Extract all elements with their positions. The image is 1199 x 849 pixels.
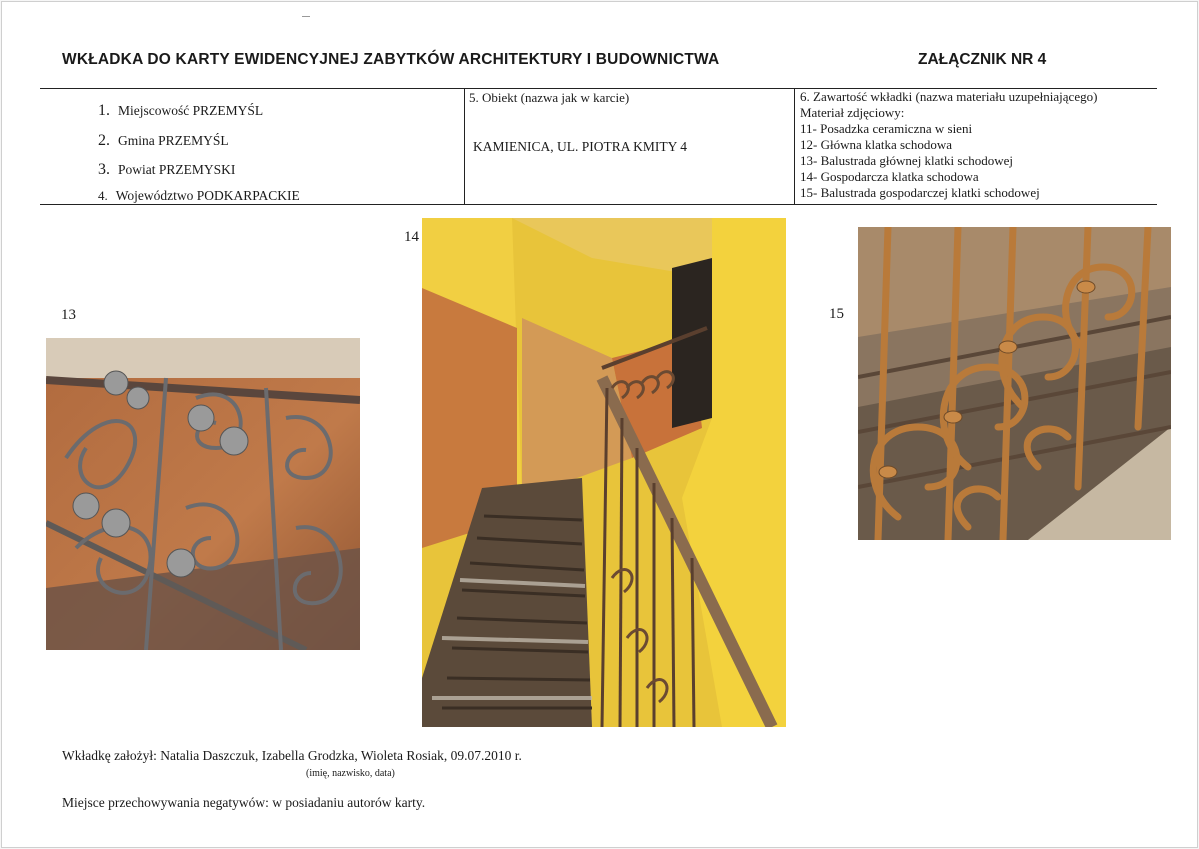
ornamental-railing-photo-icon	[46, 338, 360, 650]
scroll-railing-photo-icon	[858, 227, 1171, 540]
contents-item: 14- Gospodarcza klatka schodowa	[800, 169, 979, 184]
contents-item: 15- Balustrada gospodarczej klatki schodowej	[800, 185, 1040, 200]
contents-label: 6. Zawartość wkładki (nazwa materiału uzupełniającego)	[800, 89, 1098, 104]
photo-15-scroll-railing	[858, 227, 1171, 540]
table-bottom-rule	[40, 204, 1157, 205]
location-number: 1.	[98, 102, 110, 119]
object-value: KAMIENICA, UL. PIOTRA KMITY 4	[473, 139, 687, 154]
document-title: WKŁADKA DO KARTY EWIDENCYJNEJ ZABYTKÓW ARCHITEKTURY I BUDOWNICTWA	[62, 51, 720, 68]
location-text: Gmina PRZEMYŚL	[118, 133, 229, 148]
location-county	[98, 161, 235, 179]
location-commune	[98, 132, 229, 150]
negatives-storage-line: Miejsce przechowywania negatywów: w posiadaniu autorów karty.	[62, 795, 426, 810]
object-label: 5. Obiekt (nazwa jak w karcie)	[469, 90, 630, 105]
contents-block	[800, 89, 1097, 201]
location-text: Powiat PRZEMYSKI	[118, 162, 236, 177]
document-sheet	[1, 1, 1198, 848]
contents-sublabel: Materiał zdjęciowy:	[800, 105, 905, 120]
location-text: Miejscowość PRZEMYŚL	[118, 103, 264, 118]
author-subcaption: (imię, nazwisko, data)	[306, 768, 395, 779]
photo-number-13: 13	[61, 307, 76, 323]
location-number: 4.	[98, 188, 108, 203]
photo-number-14: 14	[404, 229, 419, 245]
scan-speck	[302, 16, 310, 17]
table-divider-1	[464, 88, 465, 204]
location-number: 3.	[98, 161, 110, 178]
staircase-photo-icon	[422, 218, 786, 727]
photo-13-ornamental-railing	[46, 338, 360, 650]
location-number: 2.	[98, 132, 110, 149]
photo-number-15: 15	[829, 306, 844, 322]
table-divider-2	[794, 88, 795, 204]
author-line: Wkładkę założył: Natalia Daszczuk, Izabella Grodzka, Wioleta Rosiak, 09.07.2010 r.	[62, 748, 522, 763]
annex-label: ZAŁĄCZNIK NR 4	[918, 51, 1047, 68]
location-text: Województwo PODKARPACKIE	[115, 188, 300, 203]
contents-item: 13- Balustrada głównej klatki schodowej	[800, 153, 1014, 168]
photo-14-staircase	[422, 218, 786, 727]
location-voivodeship	[98, 188, 300, 204]
contents-item: 11- Posadzka ceramiczna w sieni	[800, 121, 973, 136]
contents-item: 12- Główna klatka schodowa	[800, 137, 952, 152]
location-town	[98, 102, 263, 120]
